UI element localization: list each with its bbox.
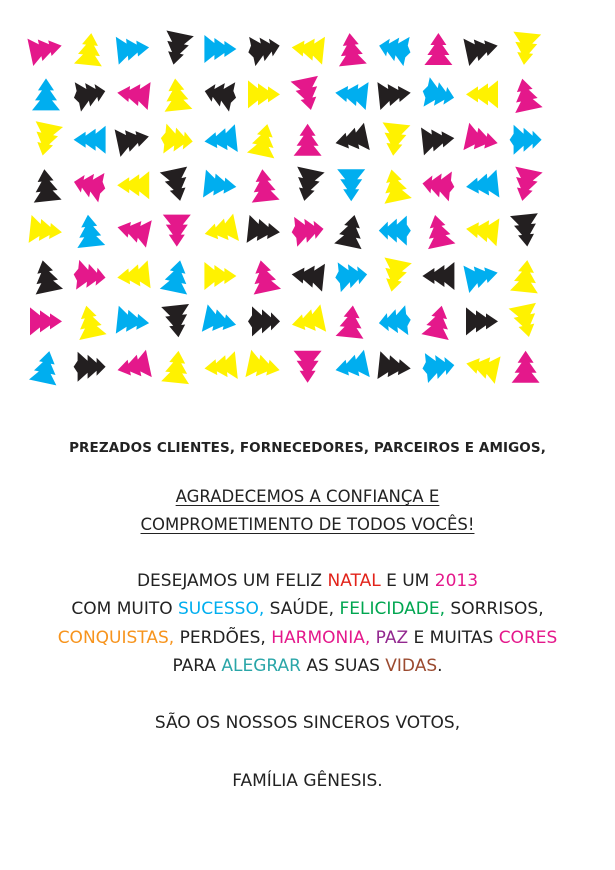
tree-shape <box>29 215 64 246</box>
tree-shape <box>509 76 543 113</box>
tree-shape <box>378 257 412 294</box>
tree-shape <box>512 351 540 383</box>
tree-shape <box>202 304 239 338</box>
tree-shape <box>204 262 236 290</box>
tree-shape <box>73 303 107 340</box>
tree-shape <box>159 123 194 156</box>
tree-shape <box>378 167 412 204</box>
tree-shape <box>202 214 239 248</box>
tree-shape <box>117 171 149 199</box>
tree-shape <box>248 80 280 108</box>
tree-shape <box>421 169 456 202</box>
wish-text: COM MUITO <box>71 599 179 619</box>
word-felicidade: FELICIDADE, <box>339 599 446 619</box>
word-year: 2013 <box>434 571 479 591</box>
tree-shape <box>379 216 411 246</box>
tree-shape <box>421 303 455 340</box>
tree-shape <box>379 122 410 157</box>
tree-shape <box>377 351 412 382</box>
word-sucesso: SUCESSO, <box>178 599 265 619</box>
tree-shape <box>334 79 369 110</box>
tree-shape <box>116 306 151 337</box>
word-vidas: VIDAS <box>385 656 438 676</box>
tree-shape <box>291 167 325 204</box>
wish-line-3 <box>0 628 615 648</box>
tree-shape <box>245 350 282 384</box>
tree-shape <box>115 214 152 248</box>
tree-shape <box>421 124 456 155</box>
wish-text: . <box>437 656 443 676</box>
tree-shape <box>29 348 63 385</box>
tree-shape <box>116 79 151 110</box>
tree-shape <box>74 213 105 248</box>
tree-shape <box>422 262 454 290</box>
tree-shape <box>466 80 498 108</box>
tree-shape <box>71 76 109 112</box>
wish-line-2 <box>0 599 615 619</box>
tree-shape <box>247 215 282 246</box>
tree-shape <box>336 304 367 339</box>
tree-shape <box>161 349 192 384</box>
tree-shape <box>204 35 236 63</box>
word-harmonia: HARMONIA, <box>271 628 371 648</box>
tree-shape <box>248 306 280 336</box>
tree-shape <box>510 259 541 294</box>
wish-text: DESEJAMOS UM FELIZ <box>136 571 328 591</box>
tree-shape <box>248 168 279 203</box>
tree-shape <box>202 76 240 112</box>
tree-shape <box>290 214 325 247</box>
tree-shape <box>163 215 191 247</box>
tree-shape <box>30 168 61 203</box>
tree-shape <box>334 212 368 249</box>
wish-text: SAÚDE, <box>264 599 340 619</box>
tree-shape <box>247 257 281 294</box>
thanks-line-2: COMPROMETIMENTO DE TODOS VOCÊS! <box>140 515 475 534</box>
word-cores: CORES <box>498 628 558 648</box>
tree-shape <box>32 78 60 110</box>
tree-shape <box>463 123 500 157</box>
word-alegrar: ALEGRAR <box>221 656 301 676</box>
tree-shape <box>333 123 370 157</box>
word-paz: PAZ <box>375 628 409 648</box>
wish-text: PARA <box>172 656 222 676</box>
tree-shape <box>290 33 325 64</box>
tree-shape <box>509 303 543 340</box>
tree-shape <box>509 167 543 204</box>
tree-shape <box>74 126 106 154</box>
tree-shape <box>116 260 151 291</box>
tree-shape <box>115 123 152 157</box>
tree-shape <box>74 352 106 382</box>
tree-shape <box>245 31 283 67</box>
wish-text: PERDÕES, <box>174 628 272 648</box>
thanks-line-1: AGRADECEMOS A CONFIANÇA E <box>175 487 440 506</box>
tree-shape <box>116 33 151 64</box>
tree-shape <box>465 215 500 246</box>
tree-shape <box>161 77 192 112</box>
tree-shape <box>203 124 238 155</box>
tree-shape <box>421 212 455 249</box>
tree-shape <box>291 76 325 113</box>
wish-line-4 <box>0 656 615 676</box>
tree-shape <box>203 351 238 382</box>
tree-shape <box>160 167 194 204</box>
wish-text: SORRISOS, <box>445 599 544 619</box>
tree-shape <box>203 170 238 201</box>
tree-shape <box>463 32 500 66</box>
tree-shape <box>290 260 325 291</box>
tree-shape <box>424 33 452 65</box>
tree-shape <box>510 213 541 248</box>
tree-shape <box>247 121 281 158</box>
christmas-tree-pattern <box>0 0 615 400</box>
tree-shape <box>289 304 326 338</box>
tree-shape <box>29 257 63 294</box>
tree-shape <box>30 307 62 335</box>
tree-shape <box>160 30 194 67</box>
tree-shape <box>160 257 194 294</box>
votos-line: SÃO OS NOSSOS SINCEROS VOTOS, <box>154 713 461 733</box>
tree-shape <box>72 259 107 292</box>
tree-shape <box>161 304 192 339</box>
tree-shape <box>333 350 370 384</box>
tree-shape <box>377 79 412 110</box>
tree-shape <box>71 167 109 203</box>
tree-shape <box>510 32 541 67</box>
tree-shape <box>463 350 500 384</box>
tree-shape <box>334 259 369 292</box>
tree-shape <box>466 307 498 335</box>
wish-line-1 <box>0 571 615 591</box>
tree-shape <box>115 350 152 384</box>
greeting-line: PREZADOS CLIENTES, FORNECEDORES, PARCEIROS E AMIGOS, <box>69 440 546 456</box>
tree-shape <box>465 170 500 201</box>
tree-shape <box>336 32 367 67</box>
signature: FAMÍLIA GÊNESIS. <box>232 771 383 791</box>
tree-shape <box>294 124 322 156</box>
tree-shape <box>377 305 412 338</box>
tree-shape <box>376 31 414 67</box>
wish-text: AS SUAS <box>300 656 386 676</box>
word-natal: NATAL <box>327 571 381 591</box>
tree-shape <box>510 125 542 155</box>
tree-shape <box>421 350 456 383</box>
tree-shape <box>27 32 64 66</box>
tree-shape <box>420 76 458 112</box>
word-conquistas: CONQUISTAS, <box>57 628 175 648</box>
wish-text: E UM <box>380 571 435 591</box>
tree-shape <box>294 351 322 383</box>
tree-shape <box>74 32 105 67</box>
tree-shape <box>337 169 365 201</box>
tree-shape <box>29 121 63 158</box>
tree-shape <box>463 259 500 293</box>
wish-text: E MUITAS <box>408 628 499 648</box>
